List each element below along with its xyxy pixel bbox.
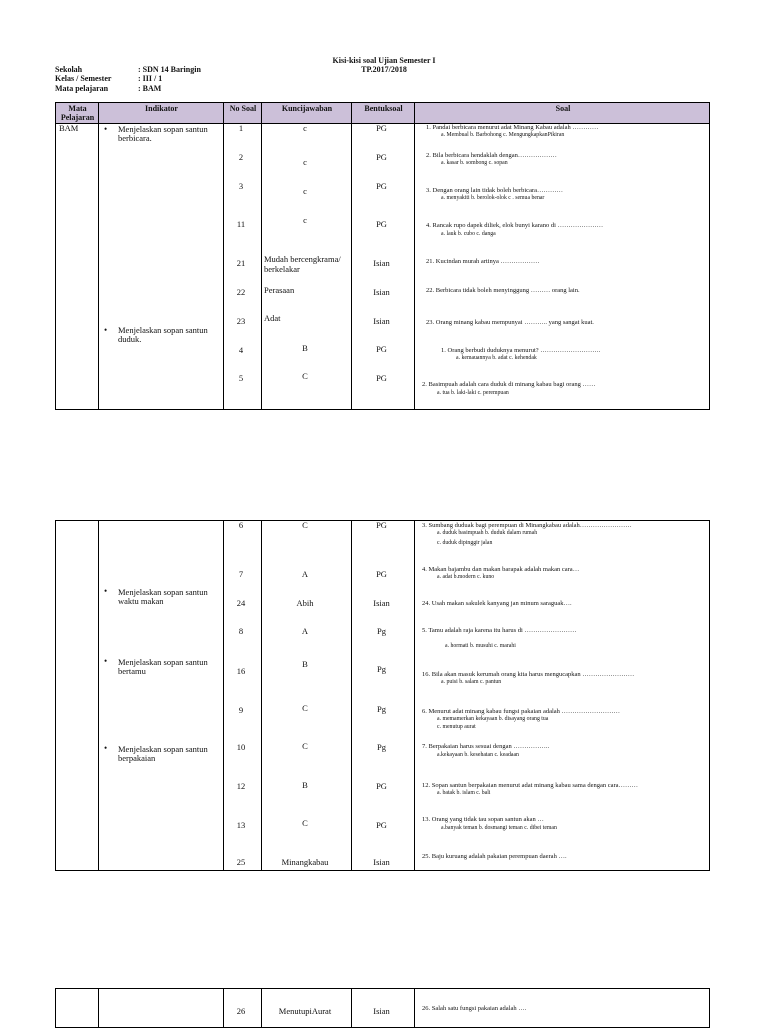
col-header-soal: Soal [555, 104, 571, 113]
meta-class-label: Kelas / Semester [55, 74, 112, 83]
type-cell: PG [376, 219, 387, 229]
question-text: 1. Orang berbudi duduknya menurut? ………………………. [441, 347, 601, 354]
question-options: a. Membual b. Barbohong c. MengungkapkanPikiran [441, 132, 565, 138]
type-cell: Isian [373, 316, 390, 326]
type-cell: PG [376, 820, 387, 830]
indicator-eating: Menjelaskan sopan santun waktu makan [118, 587, 208, 606]
answer-cell: Adat [264, 313, 281, 323]
meta-school [55, 65, 201, 74]
meta-subject [55, 84, 162, 93]
meta-subject-label: Mata pelajaran [55, 84, 109, 93]
type-cell: Pg [377, 626, 386, 636]
answer-cell: C [302, 703, 308, 713]
answer-cell: c [303, 123, 307, 133]
question-options: a. memamerkan kekayaan b. disayang orang tua [437, 716, 549, 722]
answer-cell: Mudah bercengkrama/ berkelakar [264, 254, 341, 274]
type-cell: PG [376, 373, 387, 383]
no-cell: 5 [238, 373, 244, 383]
type-cell: Isian [373, 258, 390, 268]
type-cell: Pg [377, 704, 386, 714]
answer-cell: C [302, 741, 308, 751]
mapel-cell: BAM [59, 123, 79, 133]
answer-cell: Perasaan [264, 285, 295, 295]
question-text: 13. Orang yang tidak tau sopan santun akan … [422, 816, 544, 823]
question-text: 4. Rancak rupo dapek diliek, elok bunyi karano di ………………… [426, 222, 604, 229]
question-text: 21. Kucindan murah artinya ……………… [426, 258, 540, 265]
bullet-icon: • [104, 656, 108, 666]
question-options: a. kasar b. sombong c. sopan [441, 160, 508, 166]
type-cell: PG [376, 344, 387, 354]
type-cell: PG [376, 181, 387, 191]
no-cell: 8 [238, 626, 244, 636]
bullet-icon: • [104, 325, 108, 335]
type-cell: PG [376, 520, 387, 530]
meta-subject-value: : BAM [138, 84, 162, 93]
question-options: a. duduk basimpuah b. duduk dalam rumah [437, 530, 538, 536]
type-cell: PG [376, 569, 387, 579]
question-options: a. lauk b. cubo c. danga [441, 231, 496, 237]
no-cell: 1 [238, 123, 244, 133]
type-cell: Isian [373, 857, 390, 867]
answer-cell: c [303, 215, 307, 225]
question-text: 2. Bila berbicara hendaklah dengan……………… [426, 152, 557, 159]
question-text: 25. Baju kuruang adalah pakaian perempuan daerah …. [422, 853, 567, 860]
question-text: 1. Pandai berbicara menurut adat Minang Kabau adalah ………… [426, 124, 599, 131]
indicator-sitting: Menjelaskan sopan santun duduk. [118, 325, 208, 344]
no-cell: 12 [236, 781, 246, 791]
question-options: a.banyak teman b. dosmangi teman c. dibei teman [441, 825, 557, 831]
type-cell: Pg [377, 742, 386, 752]
no-cell: 13 [236, 820, 246, 830]
no-cell: 9 [238, 705, 244, 715]
col-header-mapel: Mata Pelajaran [60, 104, 95, 122]
no-cell: 16 [236, 666, 246, 676]
answer-cell: Minangkabau [281, 857, 329, 867]
col-header-indikator: Indikator [145, 104, 178, 113]
no-cell: 10 [236, 742, 246, 752]
bullet-icon: • [104, 586, 108, 596]
meta-class [55, 74, 163, 83]
no-cell: 21 [236, 258, 246, 268]
no-cell: 24 [236, 598, 246, 608]
question-options: a. adat b.modern c. kuno [437, 574, 495, 580]
no-cell: 26 [236, 1006, 246, 1016]
col-header-no: No Soal [229, 104, 257, 113]
no-cell: 7 [238, 569, 244, 579]
meta-class-value: : III / 1 [138, 74, 163, 83]
question-text: 12. Sopan santun berpakaian menurut adat minang kabau sama dengan cara……… [422, 782, 639, 789]
meta-school-value: : SDN 14 Baringin [138, 65, 201, 74]
answer-cell: C [302, 520, 308, 530]
question-options: a. hormati b. musuhi c. marahi [445, 643, 516, 649]
type-cell: Pg [377, 664, 386, 674]
no-cell: 11 [236, 219, 246, 229]
answer-cell: c [303, 157, 307, 167]
question-text: 4. Makan bajambu dan makan barapak adalah makan cara… [422, 566, 580, 573]
type-cell: PG [376, 781, 387, 791]
document-year: TP.2017/2018 [361, 65, 407, 74]
question-options: a. tua b. laki-laki c. perempuan [437, 390, 509, 396]
answer-cell: MenutupiAurat [278, 1006, 332, 1016]
question-text: 16. Bila akan masuk kerumah orang kita harus mengucapkan …………………… [422, 671, 635, 678]
question-options-extra: c. menutup aurat [437, 724, 476, 730]
table-header [56, 103, 709, 124]
col-header-bentuk: Bentuksoal [364, 104, 403, 113]
no-cell: 4 [238, 345, 244, 355]
answer-cell: C [302, 818, 308, 828]
answer-cell: B [302, 659, 308, 669]
bullet-icon: • [104, 743, 108, 753]
question-text: 3. Sumbang duduak bagi perempuan di Minangkabau adalah…………………… [422, 522, 632, 529]
indicator-visiting: Menjelaskan sopan santun bertamu [118, 657, 208, 676]
no-cell: 2 [238, 152, 244, 162]
answer-cell: B [302, 780, 308, 790]
document-title: Kisi-kisi soal Ujian Semester I [332, 56, 436, 65]
question-options: a. puisi b. salam c. pantun [441, 679, 502, 685]
question-options: a. batak b. islam c. bali [437, 790, 491, 796]
no-cell: 23 [236, 316, 246, 326]
type-cell: Isian [373, 1006, 390, 1016]
type-cell: PG [376, 152, 387, 162]
type-cell: Isian [373, 287, 390, 297]
bullet-icon: • [104, 124, 108, 134]
question-text: 24. Usah makan sakulek kanyang jan minum saraguak…. [422, 600, 572, 607]
question-options: a. menyakiti b. berolok-olok c . semua benar [441, 195, 545, 201]
no-cell: 22 [236, 287, 246, 297]
answer-cell: A [301, 626, 309, 636]
question-text: 7. Berpakaian harus sesuai dengan …………….. [422, 743, 550, 750]
indicator-speaking: Menjelaskan sopan santun berbicara. [118, 124, 208, 143]
question-options: a.kekayaan b. kesehatan c. keadaan [437, 752, 519, 758]
question-text: 6. Menurut adat minang kabau fungsi pakaian adalah ……………………… [422, 708, 621, 715]
answer-cell: c [303, 186, 307, 196]
answer-cell: Abih [296, 598, 314, 608]
question-text: 22. Berbicara tidak boleh menyinggung ……… orang lain. [426, 287, 580, 294]
col-header-kunci: Kuncijawaban [281, 104, 333, 113]
indicator-dressing: Menjelaskan sopan santun berpakaian [118, 744, 208, 763]
question-text: 5. Tamu adalah raja karena itu harus di …………………… [422, 627, 577, 634]
no-cell: 6 [238, 520, 244, 530]
grid-table-page1 [55, 102, 710, 410]
question-text: 3. Dengan orang lain tidak boleh berbicara………… [426, 187, 563, 194]
answer-cell: B [302, 343, 308, 353]
answer-cell: C [302, 371, 308, 381]
question-options-extra: c. duduk dipinggir jalan [437, 540, 493, 546]
question-options: a. kemauannya b. adat c. kehendak [456, 355, 537, 361]
question-text: 23. Orang minang kabau mempunyai ……….. yang sangat kuat. [426, 319, 594, 326]
type-cell: Isian [373, 598, 390, 608]
meta-school-label: Sekolah [55, 65, 83, 74]
type-cell: PG [376, 123, 387, 133]
question-text: 2. Basimpuah adalah cara duduk di minang kabau bagi orang …… [422, 381, 596, 388]
no-cell: 3 [238, 181, 244, 191]
question-text: 26. Salah satu fungsi pakaian adalah …. [422, 1005, 527, 1012]
answer-cell: A [301, 569, 309, 579]
no-cell: 25 [236, 857, 246, 867]
